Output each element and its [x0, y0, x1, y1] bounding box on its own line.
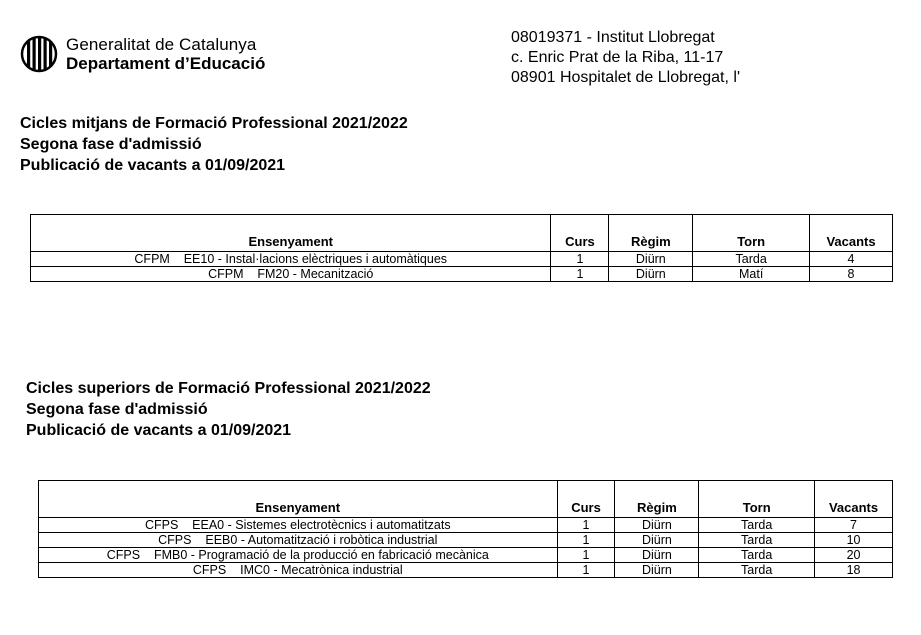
section2-vacancies-table [38, 480, 893, 578]
generalitat-logo [20, 35, 265, 73]
cell-torn: Tarda [699, 548, 815, 563]
cell-regim: Diürn [615, 548, 699, 563]
cell-torn: Tarda [699, 533, 815, 548]
table-row [39, 563, 893, 578]
cell-regim: Diürn [615, 563, 699, 578]
table-row [39, 533, 893, 548]
cell-torn: Tarda [699, 563, 815, 578]
column-header-regim: Règim [615, 481, 699, 518]
section2-title: Cicles superiors de Formació Professional 2021/2022 [26, 380, 431, 397]
section1-subtitle: Segona fase d'admissió [20, 136, 202, 153]
cell-curs: 1 [551, 267, 609, 282]
cell-vacants: 8 [810, 267, 893, 282]
cell-torn: Tarda [693, 252, 810, 267]
address-line-city: 08901 Hospitalet de Llobregat, l' [511, 69, 740, 86]
section1-title: Cicles mitjans de Formació Professional 2021/2022 [20, 115, 408, 132]
table-row [39, 548, 893, 563]
cell-curs: 1 [557, 548, 615, 563]
cell-torn: Matí [693, 267, 810, 282]
cell-curs: 1 [557, 518, 615, 533]
table-row [31, 267, 893, 282]
generalitat-emblem-icon [20, 35, 58, 73]
address-line-street: c. Enric Prat de la Riba, 11-17 [511, 49, 724, 66]
address-line-school: 08019371 - Institut Llobregat [511, 29, 715, 46]
cell-curs: 1 [557, 563, 615, 578]
table-row [31, 252, 893, 267]
table-header-row [31, 215, 893, 252]
column-header-ensenyament: Ensenyament [39, 481, 558, 518]
cell-curs: 1 [557, 533, 615, 548]
column-header-regim: Règim [609, 215, 693, 252]
cell-regim: Diürn [609, 252, 693, 267]
logo-line-departament: Departament d’Educació [66, 54, 266, 73]
cell-ensenyament: CFPS IMC0 - Mecatrònica industrial [39, 563, 558, 578]
column-header-curs: Curs [557, 481, 615, 518]
column-header-curs: Curs [551, 215, 609, 252]
cell-ensenyament: CFPS EEA0 - Sistemes electrotècnics i automatitzats [39, 518, 558, 533]
cell-vacants: 7 [815, 518, 893, 533]
cell-vacants: 18 [815, 563, 893, 578]
cell-ensenyament: CFPS FMB0 - Programació de la producció en fabricació mecànica [39, 548, 558, 563]
table-row [39, 518, 893, 533]
logo-line-generalitat: Generalitat de Catalunya [66, 35, 257, 54]
section2-subtitle: Segona fase d'admissió [26, 401, 208, 418]
cell-curs: 1 [551, 252, 609, 267]
section1-date-line: Publicació de vacants a 01/09/2021 [20, 157, 286, 174]
column-header-torn: Torn [699, 481, 815, 518]
cell-ensenyament: CFPM EE10 - Instal·lacions elèctriques i automàtiques [31, 252, 551, 267]
column-header-torn: Torn [693, 215, 810, 252]
column-header-vacants: Vacants [810, 215, 893, 252]
column-header-ensenyament: Ensenyament [31, 215, 551, 252]
table-header-row [39, 481, 893, 518]
column-header-vacants: Vacants [815, 481, 893, 518]
cell-vacants: 4 [810, 252, 893, 267]
cell-regim: Diürn [609, 267, 693, 282]
section2-heading [26, 378, 431, 441]
section2-date-line: Publicació de vacants a 01/09/2021 [26, 422, 292, 439]
section1-heading [20, 113, 408, 176]
cell-vacants: 20 [815, 548, 893, 563]
cell-regim: Diürn [615, 518, 699, 533]
cell-regim: Diürn [615, 533, 699, 548]
section1-vacancies-table [30, 214, 893, 282]
cell-vacants: 10 [815, 533, 893, 548]
cell-ensenyament: CFPS EEB0 - Automatització i robòtica industrial [39, 533, 558, 548]
cell-torn: Tarda [699, 518, 815, 533]
school-address [511, 28, 740, 88]
cell-ensenyament: CFPM FM20 - Mecanització [31, 267, 551, 282]
